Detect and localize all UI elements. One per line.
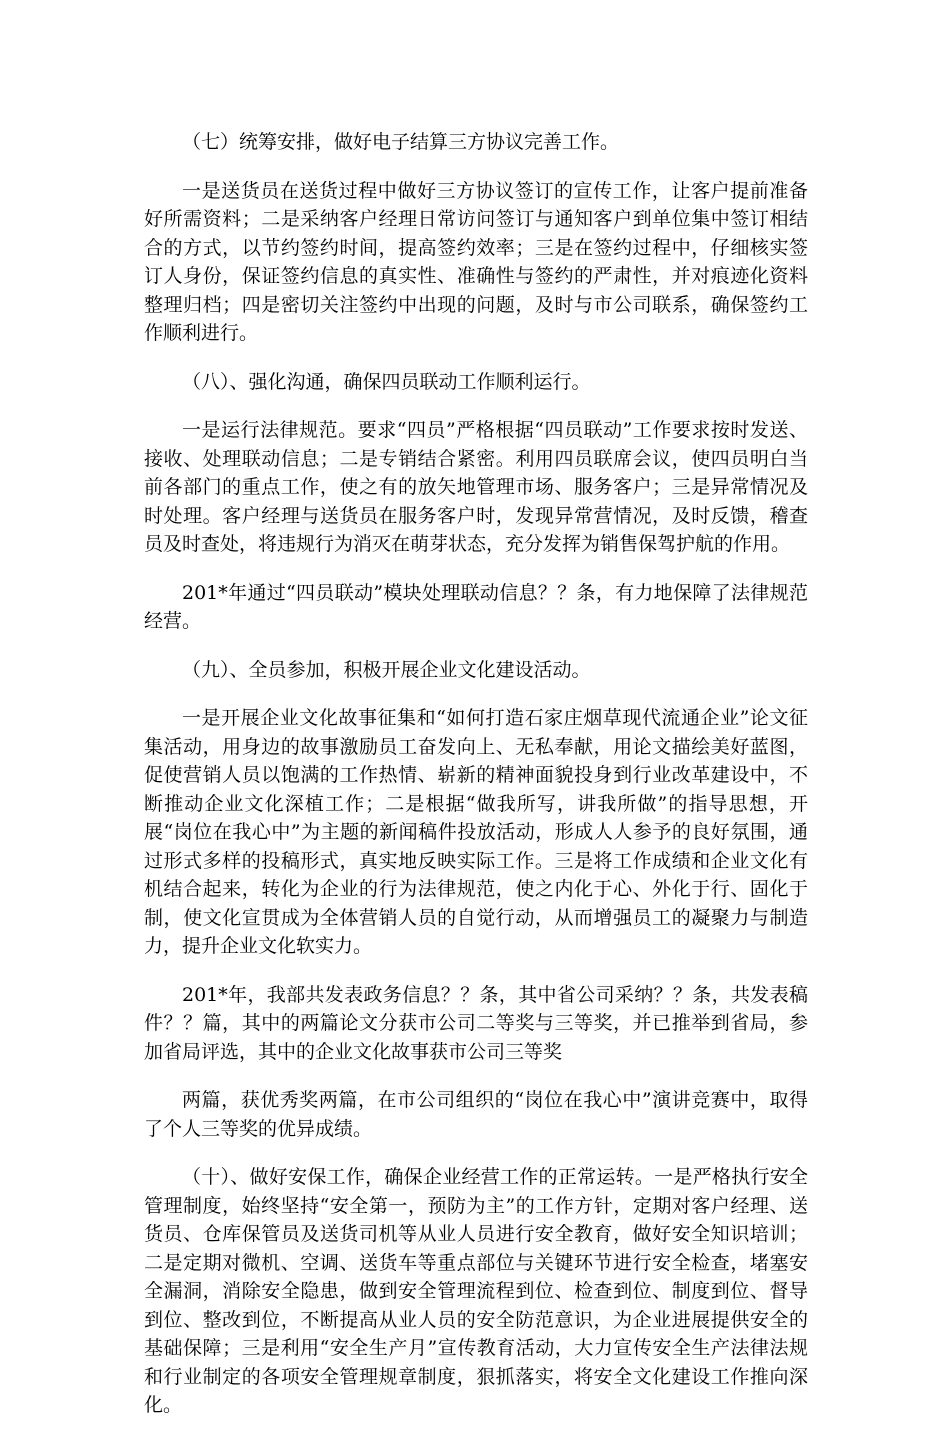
paragraph-four-member-linkage: 一是运行法律规范。要求“四员”严格根据“四员联动”工作要求按时发送、接收、处理联动信息；二是专销结合紧密。利用四员联席会议，使四员明白当前各部门的重点工作，使之有的放矢地管理市场、服务客户；三是异常情况及时处理。客户经理与送货员在服务客户时，发现异常营情况，及时反馈，稽查员及时查处，将违规行为消灭在萌芽状态，充分发挥为销售保驾护航的作用。 (144, 419, 808, 555)
section-heading-8: （八）、强化沟通，确保四员联动工作顺利运行。 (182, 370, 591, 393)
paragraph-publication-stats: 201*年，我部共发表政务信息？？条，其中省公司采纳？？条，共发表稿件？？篇，其中的两篇论文分获市公司二等奖与三等奖，并已推举到省局，参加省局评选，其中的企业文化故事获市公司三等奖 (144, 983, 808, 1063)
section-heading-7: （七）统筹安排，做好电子结算三方协议完善工作。 (182, 131, 620, 153)
paragraph-linkage-result: 201*年通过“四员联动”模块处理联动信息？？条，有力地保障了法律规范经营。 (144, 581, 808, 632)
paragraph-agreement-work: 一是送货员在送货过程中做好三方协议签订的宣传工作，让客户提前准备好所需资料；二是采纳客户经理日常访问签订与通知客户到单位集中签订相结合的方式，以节约签约时间，提高签约效率；三是在签约过程中，仔细核实签订人身份，保证签约信息的真实性、准确性与签约的严肃性，并对痕迹化资料整理归档；四是密切关注签约中出现的问题，及时与市公司联系，确保签约工作顺利进行。 (144, 179, 808, 344)
document-page (144, 128, 808, 1440)
section-heading-10-security: （十）、做好安保工作，确保企业经营工作的正常运转。一是严格执行安全管理制度，始终坚持“安全第一，预防为主”的工作方针，定期对客户经理、送货员、仓库保管员及送货司机等从业人员进行安全教育，做好安全知识培训；二是定期对微机、空调、送货车等重点部位与关键环节进行安全检查，堵塞安全漏洞，消除安全隐患，做到安全管理流程到位、检查到位、制度到位、督导到位、整改到位，不断提高从业人员的安全防范意识，为企业进展提供安全的基础保障；三是利用“安全生产月”宣传教育活动，大力宣传安全生产法律法规和行业制定的各项安全管理规章制度，狠抓落实，将安全文化建设工作推向深化。 (144, 1166, 808, 1416)
paragraph-corporate-culture: 一是开展企业文化故事征集和“如何打造石家庄烟草现代流通企业”论文征集活动，用身边的故事激励员工奋发向上、无私奉献，用论文描绘美好蓝图，促使营销人员以饱满的工作热情、崭新的精神面貌投身到行业改革建设中，不断推动企业文化深植工作；二是根据“做我所写，讲我所做”的指导思想，开展“岗位在我心中”为主题的新闻稿件投放活动，形成人人参予的良好氛围，通过形式多样的投稿形式，真实地反映实际工作。三是将工作成绩和企业文化有机结合起来，转化为企业的行为法律规范，使之内化于心、外化于行、固化于制，使文化宣贯成为全体营销人员的自觉行动，从而增强员工的凝聚力与制造力，提升企业文化软实力。 (144, 707, 808, 957)
paragraph-awards: 两篇，获优秀奖两篇，在市公司组织的“岗位在我心中”演讲竞赛中，取得了个人三等奖的优异成绩。 (144, 1089, 808, 1140)
section-heading-9: （九）、全员参加，积极开展企业文化建设活动。 (182, 658, 591, 681)
